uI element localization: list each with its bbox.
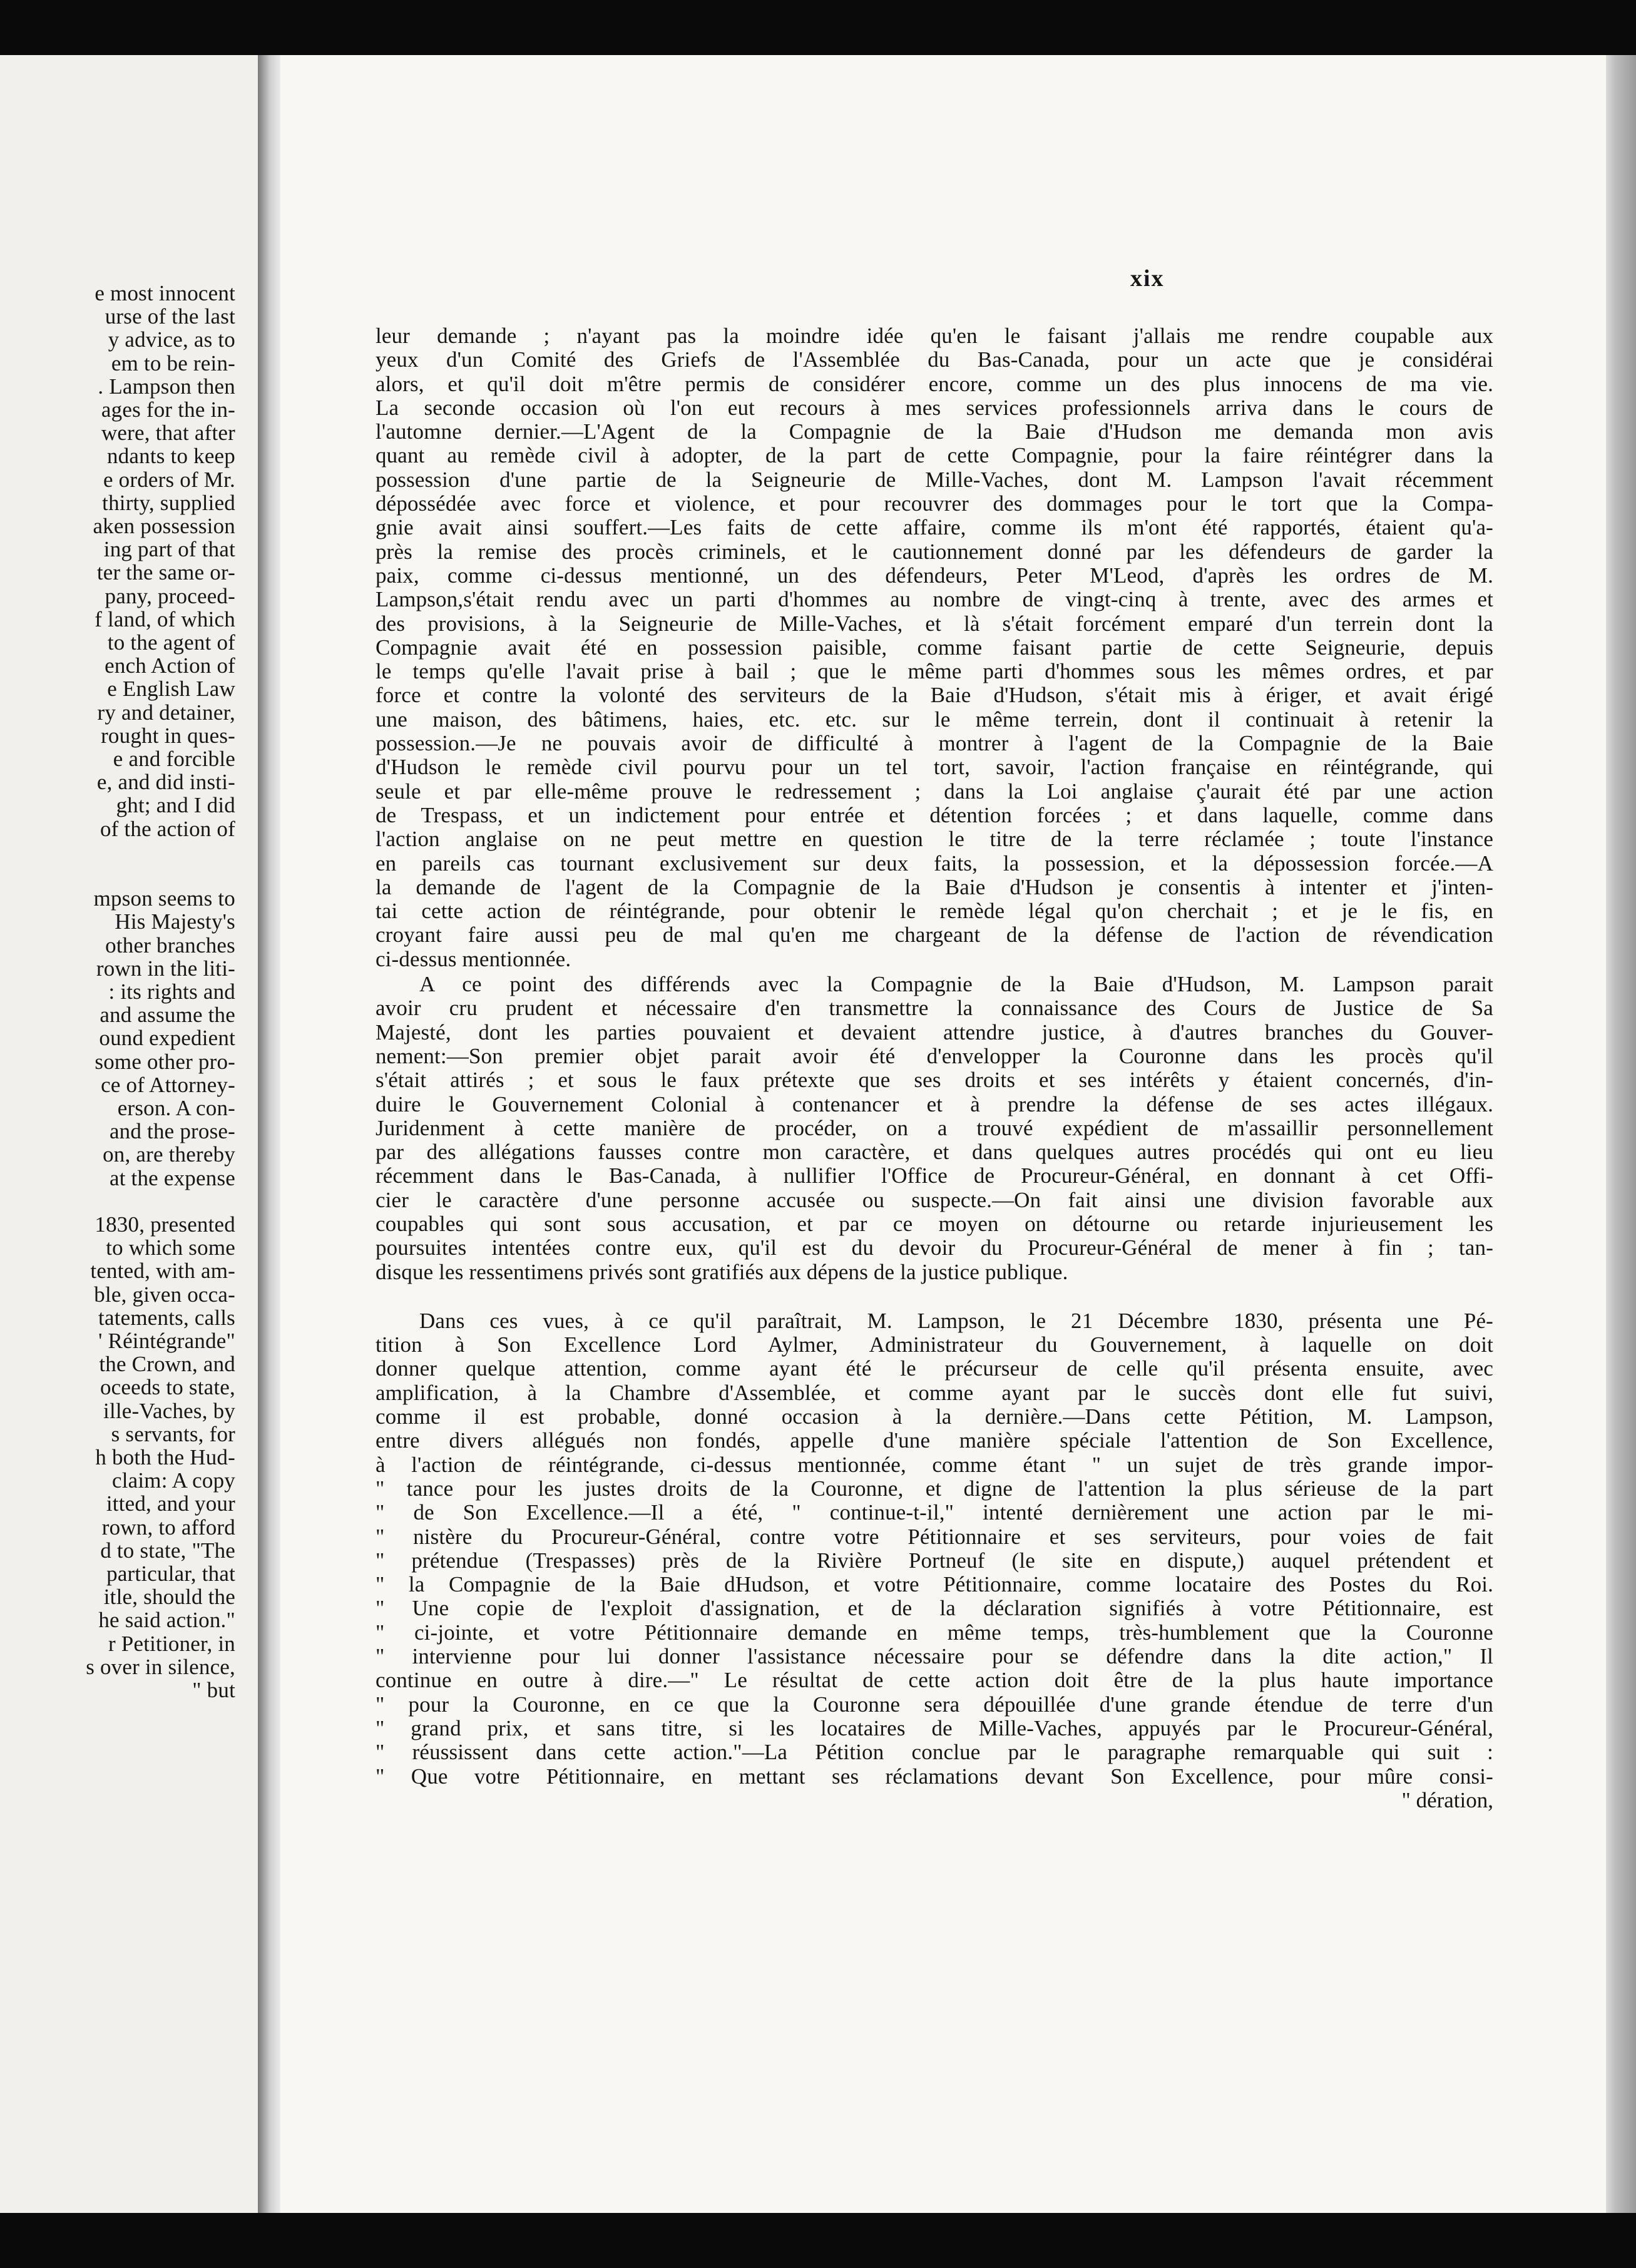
left-fragment-line: rown in the liti- xyxy=(96,956,235,981)
left-fragment-line: h both the Hud- xyxy=(95,1445,235,1469)
left-fragment-line: em to be rein- xyxy=(111,350,235,375)
left-fragment-line: ing part of that xyxy=(103,537,235,562)
left-fragment-line: f land, of which xyxy=(95,606,235,631)
left-fragment-line: thirty, supplied xyxy=(102,490,235,515)
left-fragment-line: mpson seems to xyxy=(93,886,235,911)
left-fragment-line: to the agent of xyxy=(107,630,235,655)
left-fragment-line: : its rights and xyxy=(108,979,235,1004)
left-fragment-line: the Crown, and xyxy=(99,1352,235,1377)
text-line: possession d'une partie de la Seigneurie de Mille-Vaches, dont M. Lampson l'avait récemment xyxy=(376,467,1493,492)
left-fragment-line: ench Action of xyxy=(105,653,235,678)
text-line: " nistère du Procureur-Général, contre votre Pétitionnaire et ses serviteurs, pour voies de fait xyxy=(376,1525,1493,1549)
paragraph-2 xyxy=(376,973,1493,1284)
left-fragment-line: some other pro- xyxy=(95,1049,235,1074)
left-fragment-line: ound expedient xyxy=(99,1026,235,1051)
book-gutter xyxy=(258,55,280,2213)
left-fragment-line: " but xyxy=(192,1678,235,1702)
left-fragment-line: ght; and I did xyxy=(116,793,235,818)
text-line: poursuites intentées contre eux, qu'il est du devoir du Procureur-Général de mener à fin ; tan- xyxy=(376,1236,1493,1260)
left-fragment-line: His Majesty's xyxy=(115,909,235,934)
text-line: avoir cru prudent et nécessaire d'en transmettre la connaissance des Cours de Justice de Sa xyxy=(376,996,1493,1021)
text-line: des provisions, à la Seigneurie de Mille-Vaches, et là s'était forcément emparé d'un terrein dont la xyxy=(376,611,1493,636)
text-line: " intervienne pour lui donner l'assistance nécessaire pour se défendre dans la dite action," Il xyxy=(376,1645,1493,1669)
body-text xyxy=(376,324,1493,1812)
text-line: " ci-jointe, et votre Pétitionnaire demande en même temps, très-humblement que la Couronne xyxy=(376,1620,1493,1645)
paragraph-3 xyxy=(376,1309,1493,1789)
text-line: l'action anglaise on ne peut mettre en question le titre de la terre réclamée ; toute l'instance xyxy=(376,827,1493,852)
left-fragment-line: ages for the in- xyxy=(101,397,235,422)
text-line: leur demande ; n'ayant pas la moindre idée qu'en le faisant j'allais me rendre coupable aux xyxy=(376,324,1493,348)
left-fragment-line: e most innocent xyxy=(95,281,235,305)
left-fragment-line: ' Réintégrande" xyxy=(98,1329,235,1353)
text-line: à l'action de réintégrande, ci-dessus mentionnée, comme étant " un sujet de très grande impor- xyxy=(376,1453,1493,1477)
left-fragment-line: e English Law xyxy=(107,677,235,702)
text-line: de Trespass, et un indictement pour entrée et détention forcées ; et dans laquelle, comme dans xyxy=(376,803,1493,827)
text-line: gnie avait ainsi souffert.—Les faits de cette affaire, comme ils m'ont été rapportés, étaient qu'a- xyxy=(376,516,1493,540)
left-fragment-line: y advice, as to xyxy=(108,327,235,352)
text-line: La seconde occasion où l'on eut recours à mes services professionnels arriva dans le cours de xyxy=(376,396,1493,420)
page-edge xyxy=(1606,55,1636,2213)
text-line: Majesté, dont les parties pouvaient et devaient attendre justice, à d'autres branches du Gouver- xyxy=(376,1020,1493,1045)
text-line: duire le Gouvernement Colonial à contenancer et à prendre la défense de ses actes illégaux. xyxy=(376,1092,1493,1116)
text-line: " grand prix, et sans titre, si les locataires de Mille-Vaches, appuyés par le Procureur-Général, xyxy=(376,1716,1493,1740)
text-line: possession.—Je ne pouvais avoir de difficulté à montrer à l'agent de la Compagnie de la Baie xyxy=(376,732,1493,756)
text-line: d'Hudson le remède civil pourvu pour un tel tort, savoir, l'action française en réintégrande, qui xyxy=(376,755,1493,780)
left-fragment-line: e, and did insti- xyxy=(96,770,235,795)
left-fragment-line: d to state, "The xyxy=(100,1538,235,1563)
text-line: cier le caractère d'une personne accusée ou suspecte.—On fait ainsi une division favorable aux xyxy=(376,1188,1493,1212)
left-fragment-line: other branches xyxy=(105,932,235,958)
text-line: yeux d'un Comité des Griefs de l'Assemblée du Bas-Canada, pour un acte que je considérai xyxy=(376,348,1493,372)
text-line: Lampson,s'était rendu avec un parti d'hommes au nombre de vingt-cinq à trente, avec des armes et xyxy=(376,588,1493,612)
text-line: seule et par elle-même prouve le redressement ; dans la Loi anglaise ç'aurait été par une action xyxy=(376,779,1493,804)
left-fragment-line: urse of the last xyxy=(105,304,235,329)
text-line: " la Compagnie de la Baie dHudson, et votre Pétitionnaire, comme locataire des Postes du Roi. xyxy=(376,1573,1493,1597)
left-fragment-line: ble, given occa- xyxy=(94,1282,235,1307)
text-line: l'automne dernier.—L'Agent de la Compagnie de la Baie d'Hudson me demanda mon avis xyxy=(376,420,1493,444)
left-fragment-line: e orders of Mr. xyxy=(103,467,235,492)
text-line: entre divers allégués non fondés, appelle d'une manière spéciale l'attention de Son Excellence, xyxy=(376,1429,1493,1453)
right-page xyxy=(280,55,1606,2213)
text-line: tition à Son Excellence Lord Aylmer, Administrateur du Gouvernement, à laquelle on doit xyxy=(376,1333,1493,1357)
text-line: coupables qui sont sous accusation, et par ce moyen on détourne ou retarde injurieusement les xyxy=(376,1212,1493,1236)
text-line: tai cette action de réintégrande, pour obtenir le remède légal qu'on cherchait ; et je le fis, en xyxy=(376,899,1493,924)
left-fragment-line: pany, proceed- xyxy=(105,583,235,608)
left-fragment-line: . Lampson then xyxy=(98,374,235,399)
text-line: " Que votre Pétitionnaire, en mettant ses réclamations devant Son Excellence, pour mûre consi- xyxy=(376,1764,1493,1789)
left-fragment-line: tented, with am- xyxy=(90,1259,235,1284)
text-line: dépossédée avec force et violence, et pour recouvrer des dommages pour le tort que la Compa- xyxy=(376,492,1493,516)
left-fragment-line: ce of Attorney- xyxy=(101,1072,235,1097)
text-line: " tance pour les justes droits de la Couronne, et digne de l'attention la plus sérieuse de la part xyxy=(376,1476,1493,1501)
text-line: " de Son Excellence.—Il a été, " continue-t-il," intenté dernièrement une action par le mi- xyxy=(376,1501,1493,1525)
text-line: croyant faire aussi peu de mal qu'en me chargeant de la défense de l'action de révendication xyxy=(376,923,1493,948)
left-fragment-line: at the expense xyxy=(109,1165,235,1190)
left-fragment-line: on, are thereby xyxy=(103,1142,235,1167)
text-line: force et contre la volonté des serviteurs de la Baie d'Hudson, s'était mis à ériger, et avait érigé xyxy=(376,683,1493,708)
left-fragment-line: were, that after xyxy=(101,421,235,446)
text-line: " Une copie de l'exploit d'assignation, et de la déclaration signifiés à votre Pétitionnaire, est xyxy=(376,1596,1493,1621)
left-fragment-line: s over in silence, xyxy=(86,1654,235,1679)
text-line: ci-dessus mentionnée. xyxy=(376,947,571,971)
text-line: amplification, à la Chambre d'Assemblée, et comme ayant par le succès dont elle fut suivi, xyxy=(376,1381,1493,1405)
text-line: comme il est probable, donné occasion à la dernière.—Dans cette Pétition, M. Lampson, xyxy=(376,1405,1493,1429)
left-fragment-line: rought in ques- xyxy=(101,723,235,748)
left-fragment-line: claim: A copy xyxy=(111,1468,235,1493)
text-line: paix, comme ci-dessus mentionné, un des défendeurs, Peter M'Leod, d'après les ordres de M. xyxy=(376,563,1493,588)
text-line: une maison, des bâtimens, haies, etc. etc. sur le même terrein, dont il continuait à retenir la xyxy=(376,707,1493,732)
paragraph-1 xyxy=(376,324,1493,971)
left-page-fragment xyxy=(0,55,258,2213)
text-line: " prétendue (Trespasses) près de la Rivière Portneuf (le site en dispute,) auquel prétendent et xyxy=(376,1548,1493,1573)
text-line: " réussissent dans cette action."—La Pétition conclue par le paragraphe remarquable qui suit : xyxy=(376,1740,1493,1765)
left-fragment-line: r Petitioner, in xyxy=(108,1631,235,1656)
left-fragment-line: s servants, for xyxy=(111,1421,235,1446)
text-line: " pour la Couronne, en ce que la Couronne sera dépouillée d'une grande étendue de terre d'un xyxy=(376,1692,1493,1717)
catchword: " dération, xyxy=(1401,1787,1493,1812)
text-line: alors, et qu'il doit m'être permis de considérer encore, comme un des plus innocens de ma vie. xyxy=(376,372,1493,396)
page-number: xix xyxy=(1130,265,1165,292)
paragraph-spacer xyxy=(376,1284,1493,1309)
text-line: récemment dans le Bas-Canada, à nullifier l'Office de Procureur-Général, en donnant à cet Offi- xyxy=(376,1164,1493,1188)
text-line: quant au remède civil à adopter, de la part de cette Compagnie, pour la faire réintégrer dans la xyxy=(376,444,1493,468)
text-line: s'était attirés ; et sous le faux prétexte que ses droits et ses intérêts y étaient concernés, d'in- xyxy=(376,1068,1493,1093)
left-fragment-line: 1830, presented xyxy=(95,1212,235,1237)
text-line: par des allégations fausses contre mon caractère, et dans quelques autres procédés qui ont eu lieu xyxy=(376,1140,1493,1165)
left-fragment-line: itted, and your xyxy=(106,1491,235,1516)
left-fragment-line: ille-Vaches, by xyxy=(103,1398,235,1423)
text-line: Compagnie avait été en possession paisible, comme faisant partie de cette Seigneurie, depuis xyxy=(376,635,1493,660)
left-fragment-line: ry and detainer, xyxy=(97,700,235,725)
text-line: donner quelque attention, comme ayant été le précurseur de celle qu'il présenta ensuite, avec xyxy=(376,1357,1493,1381)
text-line: nement:—Son premier objet parait avoir été d'envelopper la Couronne dans les procès qu'il xyxy=(376,1044,1493,1068)
left-fragment-line: and the prose- xyxy=(109,1119,235,1144)
left-fragment-line: rown, to afford xyxy=(101,1515,235,1540)
text-line: en pareils cas tournant exclusivement sur deux faits, la possession, et la dépossession forcée.—A xyxy=(376,851,1493,876)
left-fragment-line: oceeds to state, xyxy=(100,1375,235,1400)
text-line: continue en outre à dire.—" Le résultat de cette action doit être de la plus haute importance xyxy=(376,1668,1493,1693)
text-line: le temps qu'elle l'avait prise à bail ; que le même parti d'hommes sous les mêmes ordres, et par xyxy=(376,660,1493,684)
left-fragment-line: ndants to keep xyxy=(107,444,235,469)
text-line: disque les ressentimens privés sont gratifiés aux dépens de la justice publique. xyxy=(376,1260,1068,1284)
left-fragment-line: aken possession xyxy=(93,514,235,538)
text-line: Dans ces vues, à ce qu'il paraîtrait, M. Lampson, le 21 Décembre 1830, présenta une Pé- xyxy=(419,1309,1493,1333)
text-line: près la remise des procès criminels, et le cautionnement donné par les défendeurs de garder la xyxy=(376,539,1493,564)
text-line: Juridenment à cette manière de procéder, on a trouvé expédient de m'assaillir personnellement xyxy=(376,1116,1493,1140)
left-fragment-line: particular, that xyxy=(106,1561,235,1586)
left-fragment-line: of the action of xyxy=(100,816,235,841)
left-fragment-line: erson. A con- xyxy=(117,1096,235,1120)
left-fragment-line: he said action." xyxy=(98,1608,235,1633)
left-fragment-line: itle, should the xyxy=(103,1585,235,1610)
left-fragment-line: to which some xyxy=(106,1235,235,1260)
left-fragment-line: ter the same or- xyxy=(96,560,235,585)
left-fragment-line: and assume the xyxy=(100,1003,235,1028)
text-line: la demande de l'agent de la Compagnie de la Baie d'Hudson je consentis à intenter et j'inten- xyxy=(376,875,1493,899)
left-fragment-line: e and forcible xyxy=(113,747,235,771)
left-fragment-line: tatements, calls xyxy=(98,1305,235,1330)
text-line: A ce point des différends avec la Compagnie de la Baie d'Hudson, M. Lampson parait xyxy=(419,973,1493,997)
